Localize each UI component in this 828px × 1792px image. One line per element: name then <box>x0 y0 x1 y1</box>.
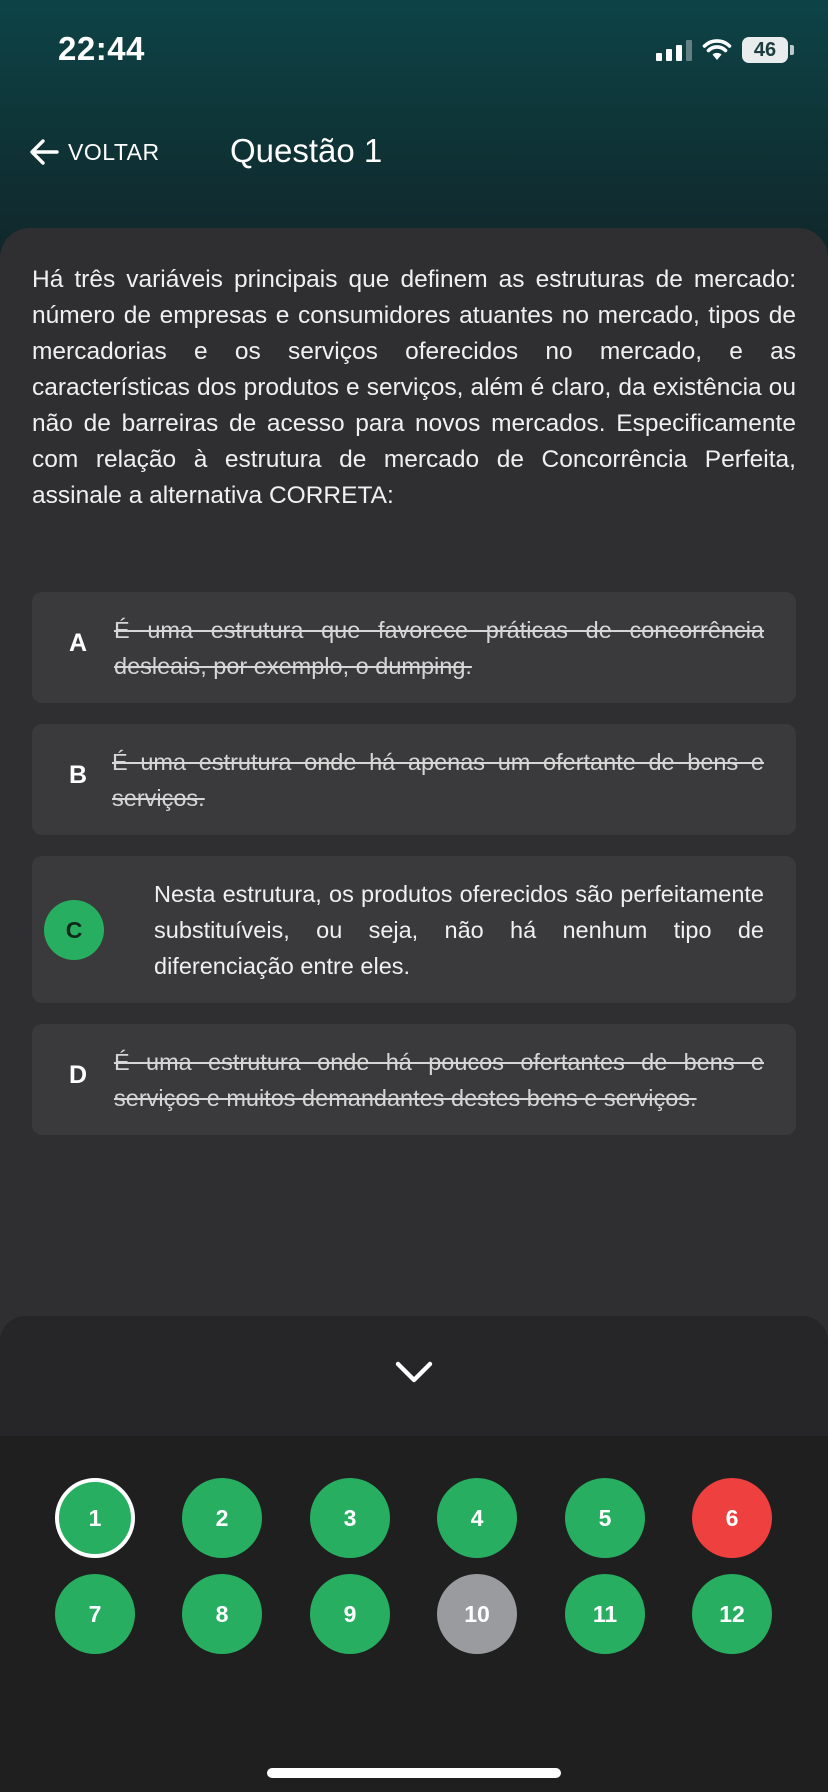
option-b[interactable] <box>32 724 796 835</box>
option-a[interactable] <box>32 592 796 703</box>
question-nav-button[interactable]: 4 <box>437 1478 517 1558</box>
wifi-icon <box>702 38 732 62</box>
question-nav-button[interactable]: 12 <box>692 1574 772 1654</box>
option-text: Nesta estrutura, os produtos oferecidos são perfeitamente substituíveis, ou seja, não há nenhum tipo de diferenciação entre eles. <box>154 881 764 979</box>
battery-icon: 46 <box>742 37 788 63</box>
home-indicator <box>267 1768 561 1778</box>
question-nav-button[interactable]: 5 <box>565 1478 645 1558</box>
back-label: VOLTAR <box>68 138 160 165</box>
page-title: Questão 1 <box>230 132 383 169</box>
question-nav-button[interactable]: 10 <box>437 1574 517 1654</box>
question-nav-button[interactable]: 7 <box>55 1574 135 1654</box>
chevron-down-icon <box>395 1360 433 1384</box>
back-button[interactable] <box>28 137 160 167</box>
option-text: É uma estrutura onde há apenas um ofertante de bens e serviços. <box>112 749 764 811</box>
question-text: Há três variáveis principais que definem as estruturas de mercado: número de empresas e consumidores atuantes no mercado, tipos de mercadorias e os serviços oferecidos no mercado, e as características dos produtos e serviços, além é claro, da existência ou não de barreiras de acesso para novos mercados. Especificamente com relação à estrutura de mercado de Concorrência Perfeita, assinale a alternativa CORRETA: <box>32 266 796 509</box>
question-nav-button[interactable]: 3 <box>310 1478 390 1558</box>
question-nav-button[interactable]: 2 <box>182 1478 262 1558</box>
option-selected-badge: C <box>44 900 104 960</box>
status-icons <box>656 34 794 66</box>
arrow-left-icon <box>28 137 60 167</box>
signal-icon <box>656 39 692 61</box>
option-letter: B <box>68 761 88 789</box>
question-nav-button[interactable]: 11 <box>565 1574 645 1654</box>
option-letter: D <box>68 1061 88 1089</box>
option-d[interactable] <box>32 1024 796 1135</box>
option-c[interactable] <box>32 856 796 1003</box>
option-text: É uma estrutura que favorece práticas de concorrência desleais, por exemplo, o dumping. <box>114 617 764 679</box>
question-nav-button[interactable]: 6 <box>692 1478 772 1558</box>
status-time: 22:44 <box>58 30 145 67</box>
nav-bar <box>28 130 160 174</box>
battery-tip <box>790 45 794 55</box>
question-nav-button[interactable]: 1 <box>55 1478 135 1558</box>
question-nav-button[interactable]: 8 <box>182 1574 262 1654</box>
option-letter: A <box>68 629 88 657</box>
question-nav-button[interactable]: 9 <box>310 1574 390 1654</box>
option-text: É uma estrutura onde há poucos ofertantes de bens e serviços e muitos demandantes destes bens e serviços. <box>114 1049 764 1111</box>
